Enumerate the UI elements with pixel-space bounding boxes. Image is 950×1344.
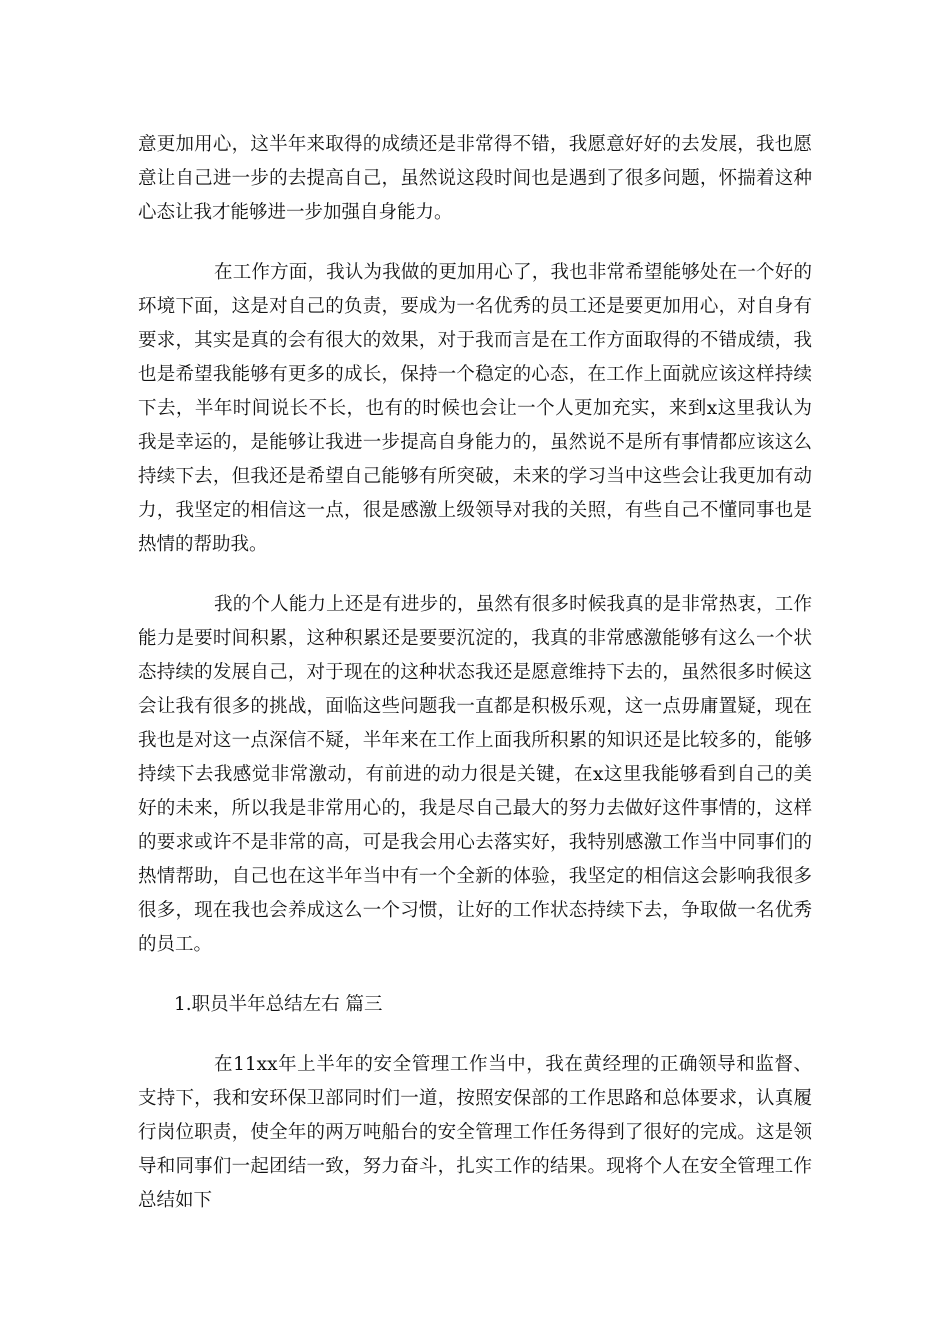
- paragraph-4: 在11xx年上半年的安全管理工作当中，我在黄经理的正确领导和监督、支持下，我和安环保卫部同时们一道，按照安保部的工作思路和总体要求，认真履行岗位职责，使全年的两万吨船台的安全管理工作任务得到了很好的完成。这是领导和同事们一起团结一致，努力奋斗，扎实工作的结果。现将个人在安全管理工作总结如下: [138, 1054, 812, 1211]
- paragraph-2: 在工作方面，我认为我做的更加用心了，我也非常希望能够处在一个好的环境下面，这是对自己的负责，要成为一名优秀的员工还是要更加用心，对自身有要求，其实是真的会有很大的效果，对于我而言是在工作方面取得的不错成绩，我也是希望我能够有更多的成长，保持一个稳定的心态，在工作上面就应该这样持续下去，半年时间说长不长，也有的时候也会让一个人更加充实，来到x这里我认为我是幸运的，是能够让我进一步提高自身能力的，虽然说不是所有事情都应该这么持续下去，但我还是希望自己能够有所突破，未来的学习当中这些会让我更加有动力，我坚定的相信这一点，很是感激上级领导对我的关照，有些自己不懂同事也是热情的帮助我。: [138, 262, 812, 555]
- section-heading: 1.职员半年总结左右 篇三: [174, 994, 383, 1015]
- paragraph-1: 意更加用心，这半年来取得的成绩还是非常得不错，我愿意好好的去发展，我也愿意让自己进一步的去提高自己，虽然说这段时间也是遇到了很多问题，怀揣着这种心态让我才能够进一步加强自身能力。: [138, 134, 812, 223]
- paragraph-3: 我的个人能力上还是有进步的，虽然有很多时候我真的是非常热衷，工作能力是要时间积累，这种积累还是要要沉淀的，我真的非常感激能够有这么一个状态持续的发展自己，对于现在的这种状态我还是愿意维持下去的，虽然很多时候这会让我有很多的挑战，面临这些问题我一直都是积极乐观，这一点毋庸置疑，现在我也是对这一点深信不疑，半年来在工作上面我所积累的知识还是比较多的，能够持续下去我感觉非常激动，有前进的动力很是关键，在x这里我能够看到自己的美好的未来，所以我是非常用心的，我是尽自己最大的努力去做好这件事情的，这样的要求或许不是非常的高，可是我会用心去落实好，我特别感激工作当中同事们的热情帮助，自己也在这半年当中有一个全新的体验，我坚定的相信这会影响我很多很多，现在我也会养成这么一个习惯，让好的工作状态持续下去，争取做一名优秀的员工。: [138, 594, 812, 955]
